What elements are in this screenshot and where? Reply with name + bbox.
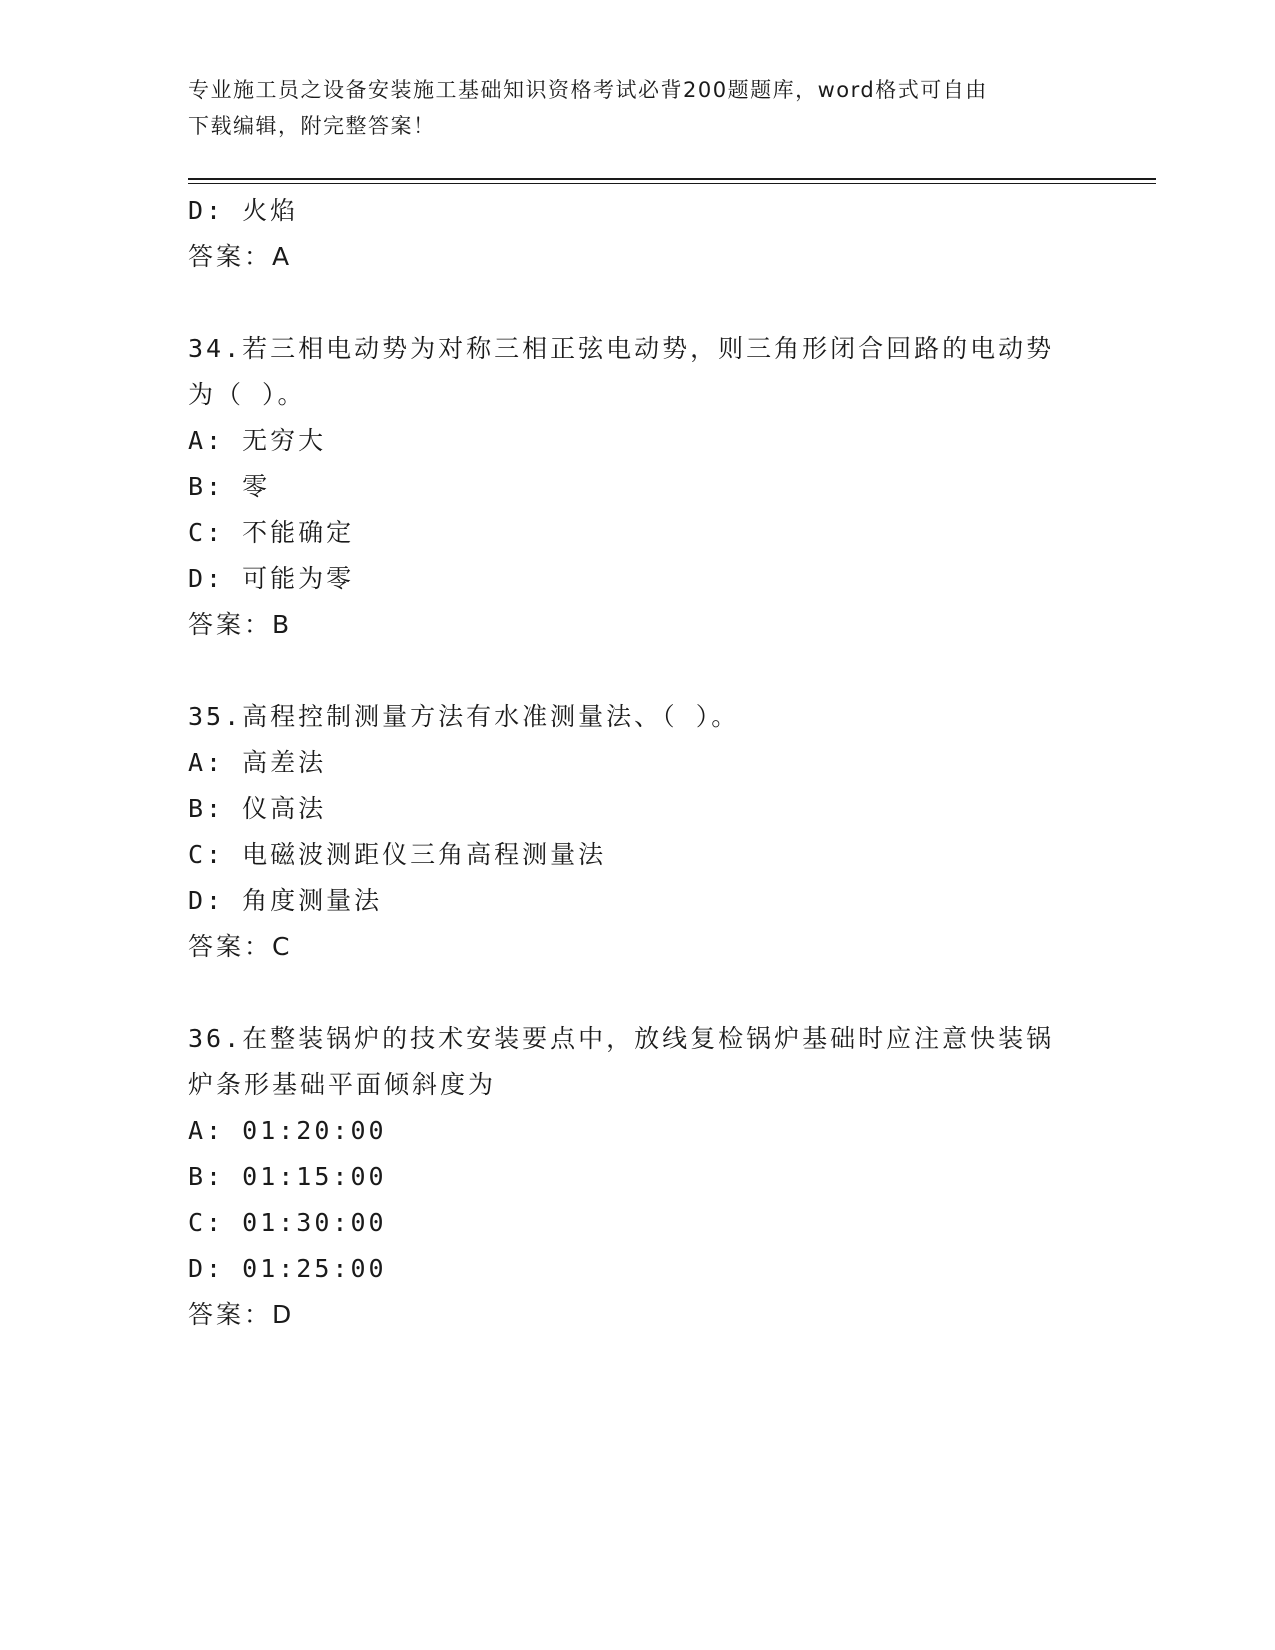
option-b: B: 01:15:00 [188, 1162, 387, 1191]
option-c: C: 电磁波测距仪三角高程测量法 [188, 840, 607, 869]
answer-line: 答案：B [188, 610, 293, 639]
spacer [188, 970, 1088, 1016]
option-c: C: 01:30:00 [188, 1208, 387, 1237]
option-a: A: 01:20:00 [188, 1116, 387, 1145]
header-rule-thin [188, 183, 1156, 184]
option-b: B: 仪高法 [188, 794, 327, 823]
option-a: A: 无穷大 [188, 426, 327, 455]
option-b: B: 零 [188, 472, 271, 501]
option-d: D: 01:25:00 [188, 1254, 387, 1283]
question-35 [188, 694, 1088, 970]
option-d: D: 火焰 [188, 196, 299, 225]
spacer [188, 280, 1088, 326]
answer-line: 答案：D [188, 1300, 295, 1329]
option-a: A: 高差法 [188, 748, 327, 777]
header-rule-thick [188, 178, 1156, 180]
option-c: C: 不能确定 [188, 518, 355, 547]
document-header [188, 72, 1068, 144]
question-stem: 35.高程控制测量方法有水准测量法、（ ）。 [188, 702, 740, 731]
question-34 [188, 326, 1088, 648]
question-stem: 炉条形基础平面倾斜度为 [188, 1070, 497, 1099]
spacer [188, 648, 1088, 694]
option-d: D: 可能为零 [188, 564, 355, 593]
option-d: D: 角度测量法 [188, 886, 383, 915]
answer-line: 答案：C [188, 932, 293, 961]
header-title-line-2: 下载编辑，附完整答案！ [188, 114, 436, 138]
question-36 [188, 1016, 1088, 1338]
question-stem: 为（ ）。 [188, 380, 306, 409]
question-stem: 34.若三相电动势为对称三相正弦电动势，则三角形闭合回路的电动势 [188, 334, 1055, 363]
carryover-question [188, 188, 1088, 280]
header-title-line-1: 专业施工员之设备安装施工基础知识资格考试必背200题题库，word格式可自由 [188, 78, 988, 102]
answer-line: 答案：A [188, 242, 293, 271]
question-list [188, 188, 1088, 1338]
question-stem: 36.在整装锅炉的技术安装要点中，放线复检锅炉基础时应注意快装锅 [188, 1024, 1055, 1053]
